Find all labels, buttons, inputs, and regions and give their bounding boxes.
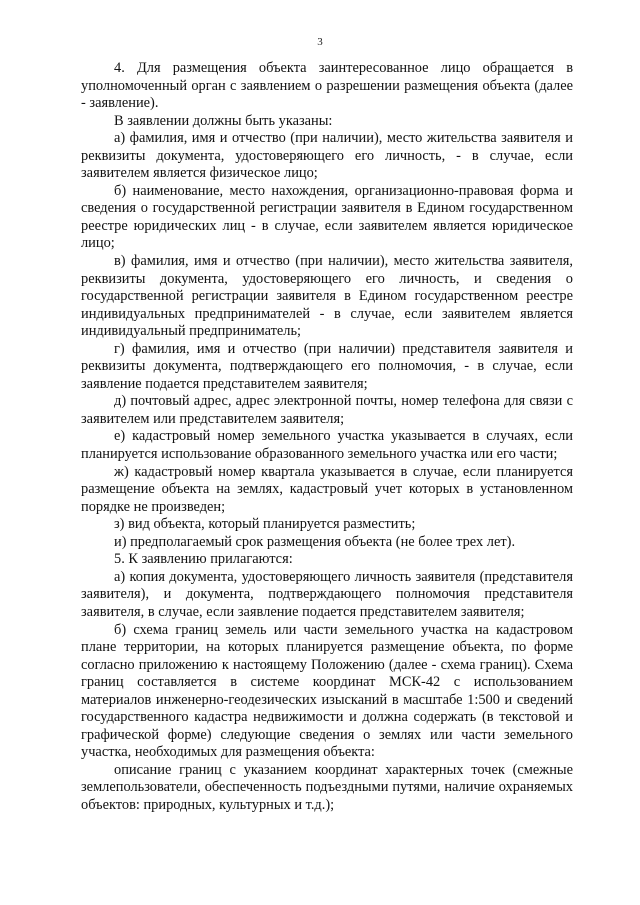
document-body (81, 60, 573, 815)
paragraph-subitem-e: е) кадастровый номер земельного участка указывается в случаях, если планируется использование образованного земельного участка или его части; (81, 428, 573, 463)
paragraph-item-4: 4. Для размещения объекта заинтересованное лицо обращается в уполномоченный орган с заявлением о разрешении размещения объекта (далее - заявление). (81, 60, 573, 112)
paragraph-attachment-b: б) схема границ земель или части земельного участка на кадастровом плане территории, на которых планируется размещение объекта, по форме согласно приложению к настоящему Положению (далее - схема границ). Схема границ составляется в системе координат МСК-42 с использованием материалов инженерно-геодезических изысканий в масштабе 1:500 и сведений государственного кадастра недвижимости и должна содержать (в текстовой и графической форме) следующие сведения о землях или части земельного участка, необходимых для размещения объекта: (81, 621, 573, 761)
paragraph-subitem-b: б) наименование, место нахождения, организационно-правовая форма и сведения о государственной регистрации заявителя в Едином государственном реестре юридических лиц - в случае, если заявителем является юридическое лицо; (81, 182, 573, 252)
paragraph-subitem-g: г) фамилия, имя и отчество (при наличии) представителя заявителя и реквизиты документа, подтверждающего его полномочия, - в случае, если заявление подается представителем заявителя; (81, 340, 573, 392)
paragraph-subitem-z: з) вид объекта, который планируется разместить; (114, 516, 416, 533)
paragraph-subitem-zh: ж) кадастровый номер квартала указывается в случае, если планируется размещение объекта на землях, кадастровый учет которых в установленном порядке не произведен; (81, 463, 573, 515)
paragraph-subitem-a: а) фамилия, имя и отчество (при наличии), место жительства заявителя и реквизиты документа, удостоверяющего его личность, - в случае, если заявителем является физическое лицо; (81, 130, 573, 182)
paragraph-boundary-description: описание границ с указанием координат характерных точек (смежные землепользователи, обеспеченность подъездными путями, наличие охраняемых объектов: природных, культурных и т.д.); (81, 761, 573, 813)
paragraph-item-5: 5. К заявлению прилагаются: (114, 551, 293, 568)
paragraph-subitem-i: и) предполагаемый срок размещения объекта (не более трех лет). (114, 533, 516, 550)
paragraph-subitem-v: в) фамилия, имя и отчество (при наличии), место жительства заявителя, реквизиты документа, удостоверяющего его личность, и сведения о государственной регистрации заявителя в Едином государственном реестре индивидуальных предпринимателей - в случае, если заявителем является индивидуальный предприниматель; (81, 253, 573, 340)
paragraph-application-contents: В заявлении должны быть указаны: (114, 112, 333, 129)
paragraph-attachment-a: а) копия документа, удостоверяющего личность заявителя (представителя заявителя), и документа, подтверждающего полномочия представителя заявителя, в случае, если заявление подается представителем заявителя; (81, 568, 573, 620)
page-number: 3 (317, 36, 323, 48)
paragraph-subitem-d: д) почтовый адрес, адрес электронной почты, номер телефона для связи с заявителем или представителем заявителя; (81, 393, 573, 427)
